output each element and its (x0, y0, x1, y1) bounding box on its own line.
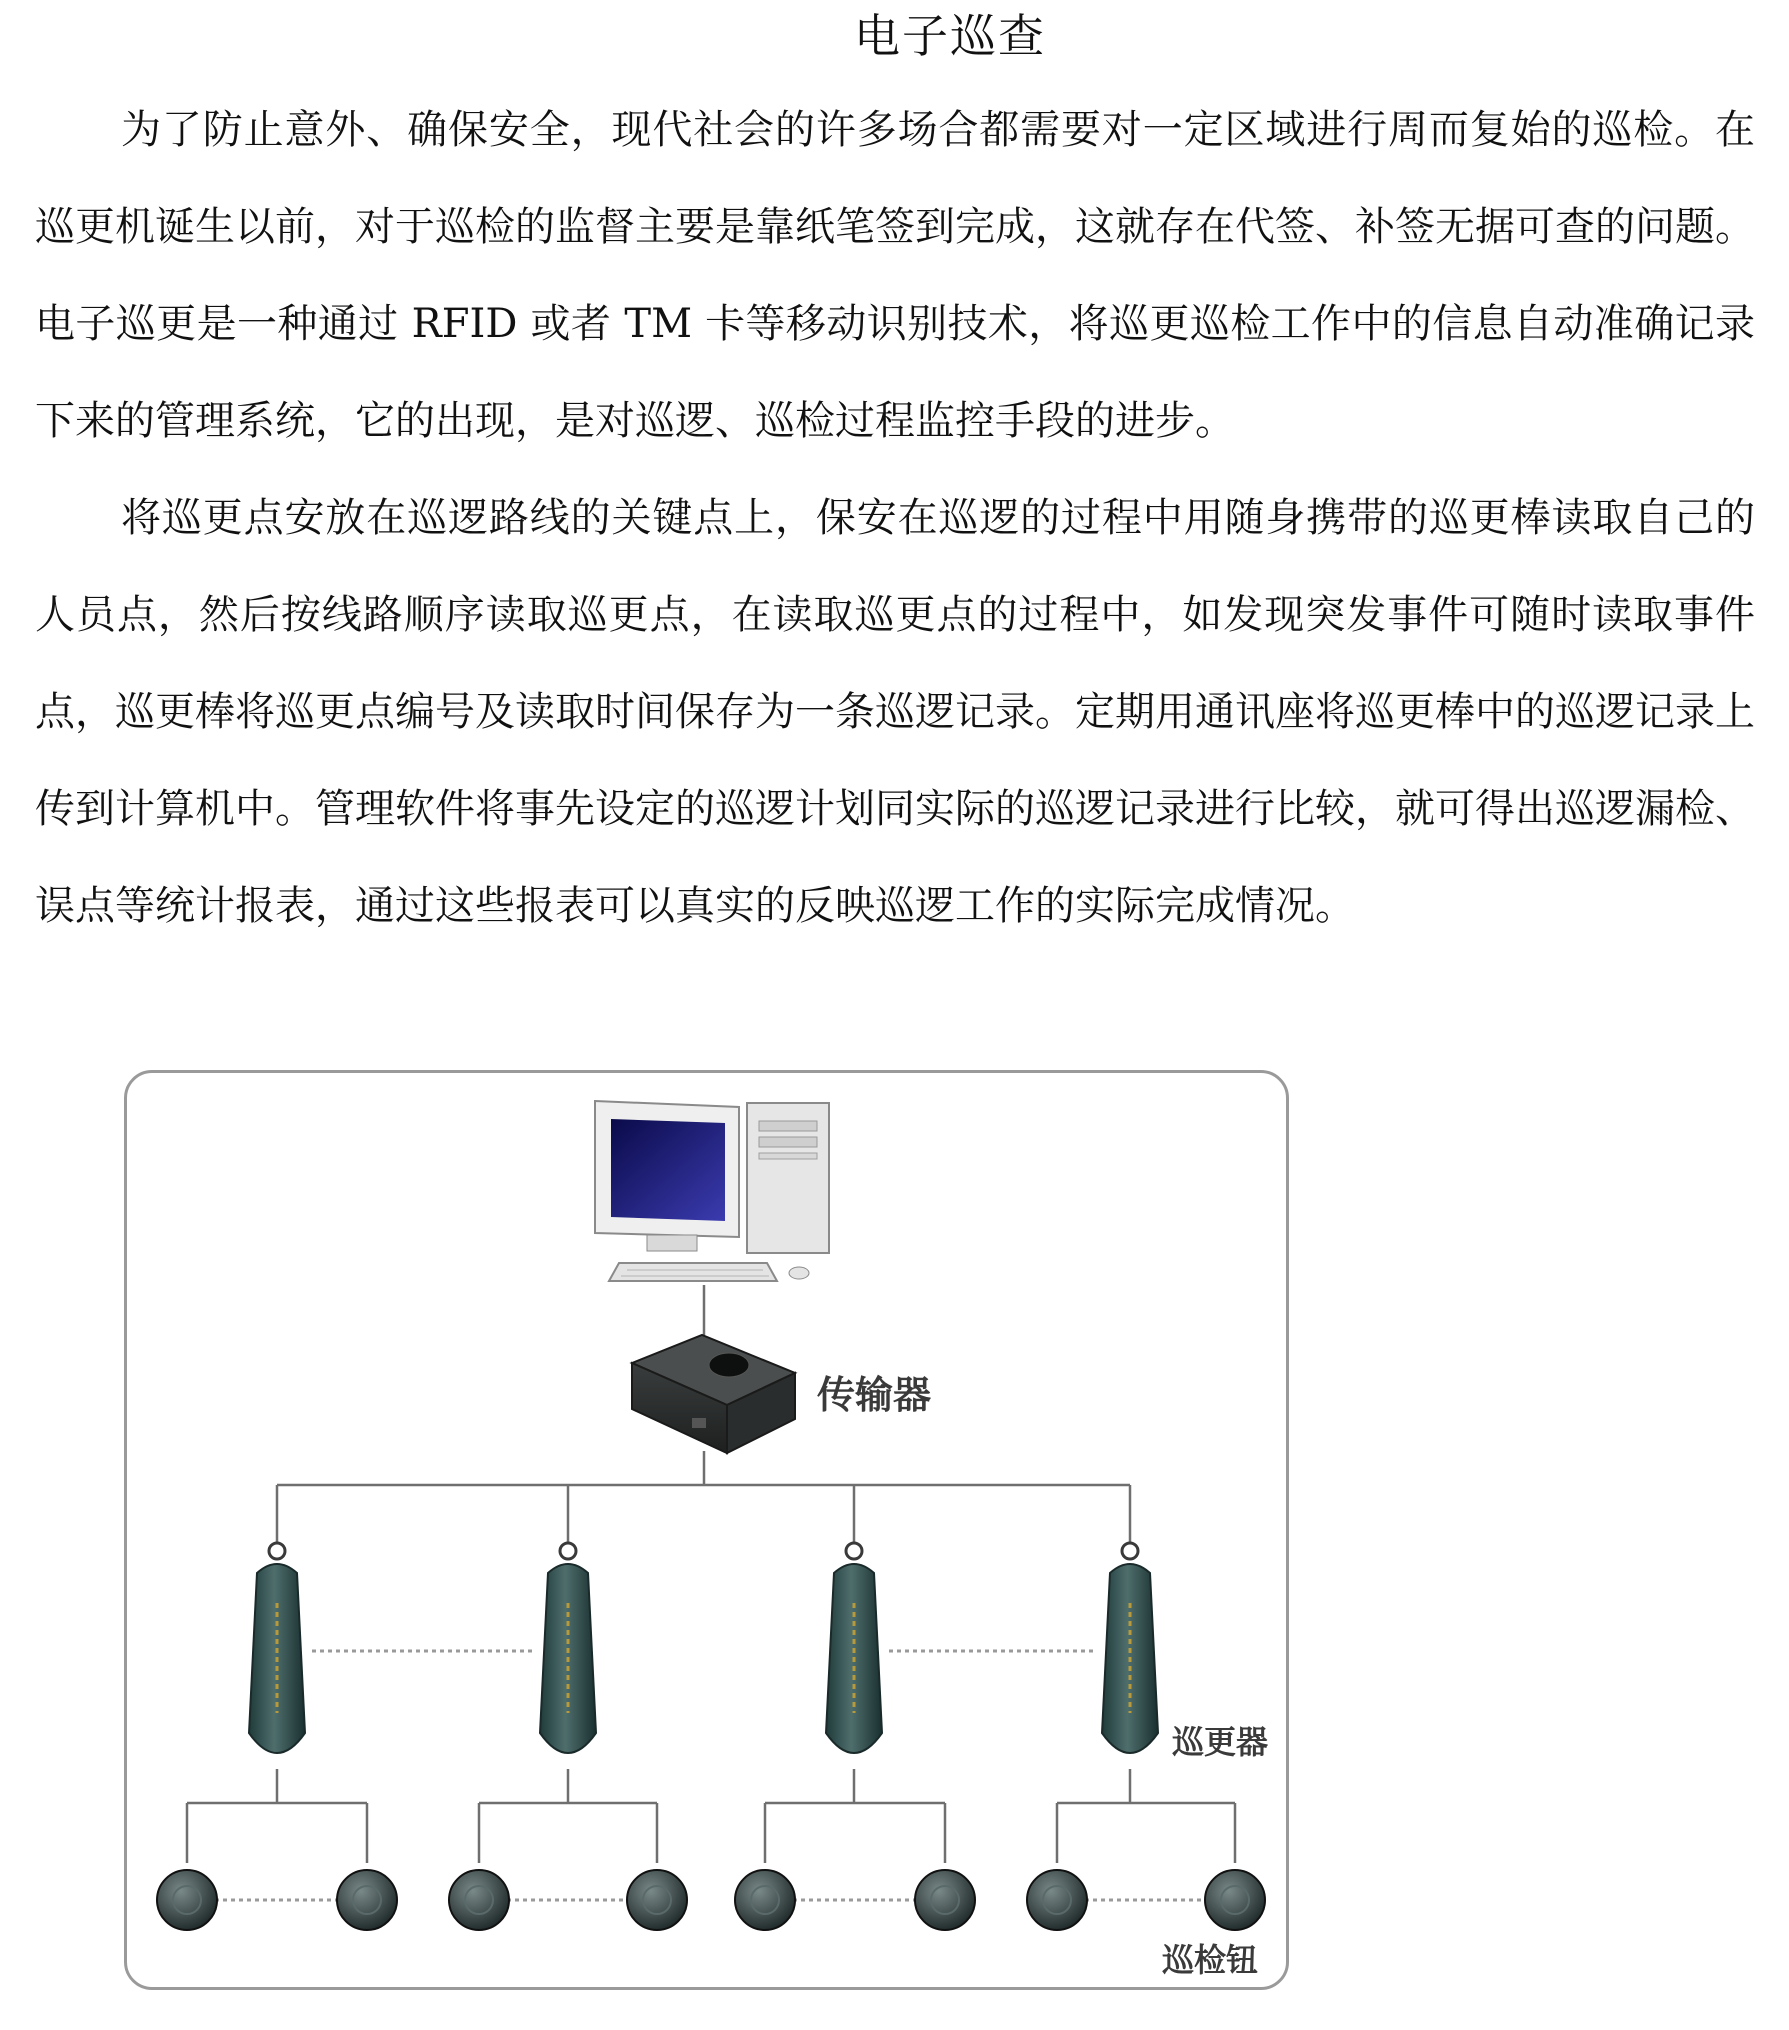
check-button-icon (1027, 1870, 1087, 1930)
patrol-stick-icon (1102, 1543, 1158, 1753)
computer-icon (595, 1101, 829, 1281)
check-button-icon (735, 1870, 795, 1930)
check-button-icon (915, 1870, 975, 1930)
check-button-icon (157, 1870, 217, 1930)
paragraph-2: 将巡更点安放在巡逻路线的关键点上，保安在巡逻的过程中用随身携带的巡更棒读取自己的人员点，然后按线路顺序读取巡更点，在读取巡更点的过程中，如发现突发事件可随时读取事件点，巡更棒将巡更点编号及读取时间保存为一条巡逻记录。定期用通讯座将巡更棒中的巡逻记录上传到计算机中。管理软件将事先设定的巡逻计划同实际的巡逻记录进行比较，就可得出巡逻漏检、误点等统计报表，通过这些报表可以真实的反映巡逻工作的实际完成情况。 (35, 495, 1755, 929)
patrol-system-diagram (124, 1070, 1289, 1990)
check-button-label: 巡检钮 (1162, 1941, 1259, 1979)
paragraph-1: 为了防止意外、确保安全，现代社会的许多场合都需要对一定区域进行周而复始的巡检。在巡更机诞生以前，对于巡检的监督主要是靠纸笔签到完成，这就存在代签、补签无据可查的问题。电子巡更是一种通过 RFID 或者 TM 卡等移动识别技术，将巡更巡检工作中的信息自动准确记录下来的管理系统，它的出现，是对巡逻、巡检过程监控手段的进步。 (35, 107, 1755, 444)
patrol-stick-icon (540, 1543, 596, 1753)
document-title: 电子巡查 (854, 9, 1046, 63)
transmitter-icon (632, 1335, 795, 1453)
check-button-icon (449, 1870, 509, 1930)
patrol-stick-icon (826, 1543, 882, 1753)
check-button-icon (627, 1870, 687, 1930)
check-button-icon (337, 1870, 397, 1930)
check-button-icon (1205, 1870, 1265, 1930)
transmitter-label: 传输器 (817, 1373, 932, 1417)
patrol-system-svg (127, 1073, 1292, 1993)
patrol-stick-icon (249, 1543, 305, 1753)
patrol-device-label: 巡更器 (1172, 1723, 1269, 1761)
